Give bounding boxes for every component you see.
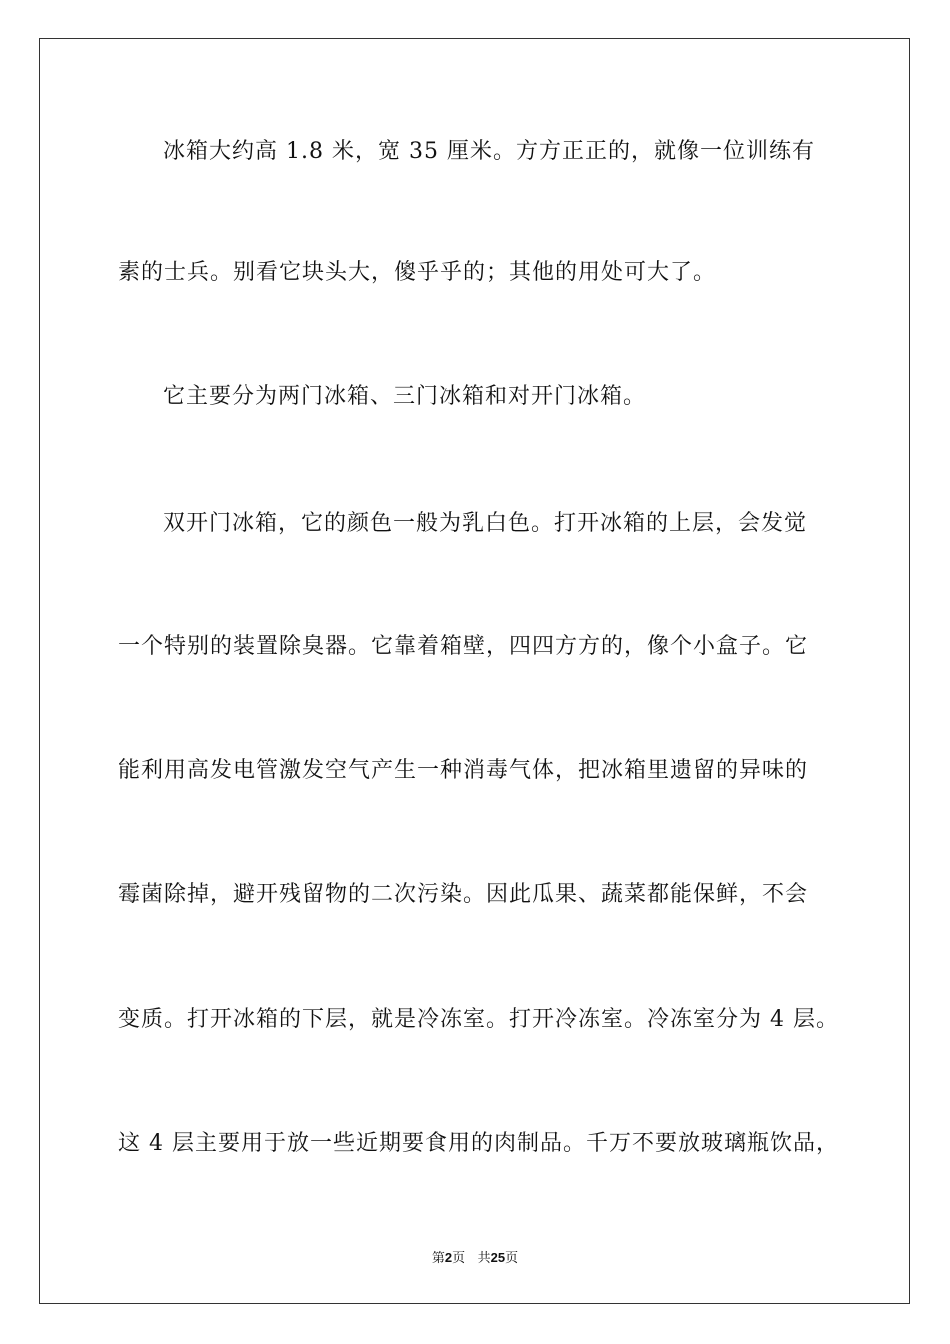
paragraph-3-line-1: 双开门冰箱，它的颜色一般为乳白色。打开冰箱的上层，会发觉	[163, 511, 808, 536]
page-footer	[0, 1247, 950, 1266]
page-border	[39, 38, 910, 1304]
paragraph-3-line-5: 变质。打开冰箱的下层，就是冷冻室。打开冷冻室。冷冻室分为 4 层。	[118, 1007, 839, 1032]
paragraph-3-line-3: 能利用高发电管激发空气产生一种消毒气体，把冰箱里遗留的异味的	[118, 758, 809, 783]
total-prefix: 共	[477, 1251, 491, 1266]
paragraph-3-line-6: 这 4 层主要用于放一些近期要食用的肉制品。千万不要放玻璃瓶饮品，	[118, 1131, 839, 1156]
total-suffix: 页	[505, 1251, 519, 1266]
paragraph-3-line-4: 霉菌除掉，避开残留物的二次污染。因此瓜果、蔬菜都能保鲜，不会	[118, 882, 809, 907]
paragraph-1-line-2: 素的士兵。别看它块头大，傻乎乎的；其他的用处可大了。	[118, 260, 717, 285]
total-pages: 25	[490, 1250, 506, 1265]
page-number: 2	[444, 1250, 453, 1265]
paragraph-1-line-1: 冰箱大约高 1.8 米，宽 35 厘米。方方正正的，就像一位训练有	[163, 139, 815, 164]
paragraph-3-line-2: 一个特别的装置除臭器。它靠着箱壁，四四方方的，像个小盒子。它	[118, 634, 809, 659]
page-prefix: 第	[431, 1251, 445, 1266]
paragraph-2-line-1: 它主要分为两门冰箱、三门冰箱和对开门冰箱。	[163, 384, 647, 409]
page-suffix: 页	[452, 1251, 466, 1266]
